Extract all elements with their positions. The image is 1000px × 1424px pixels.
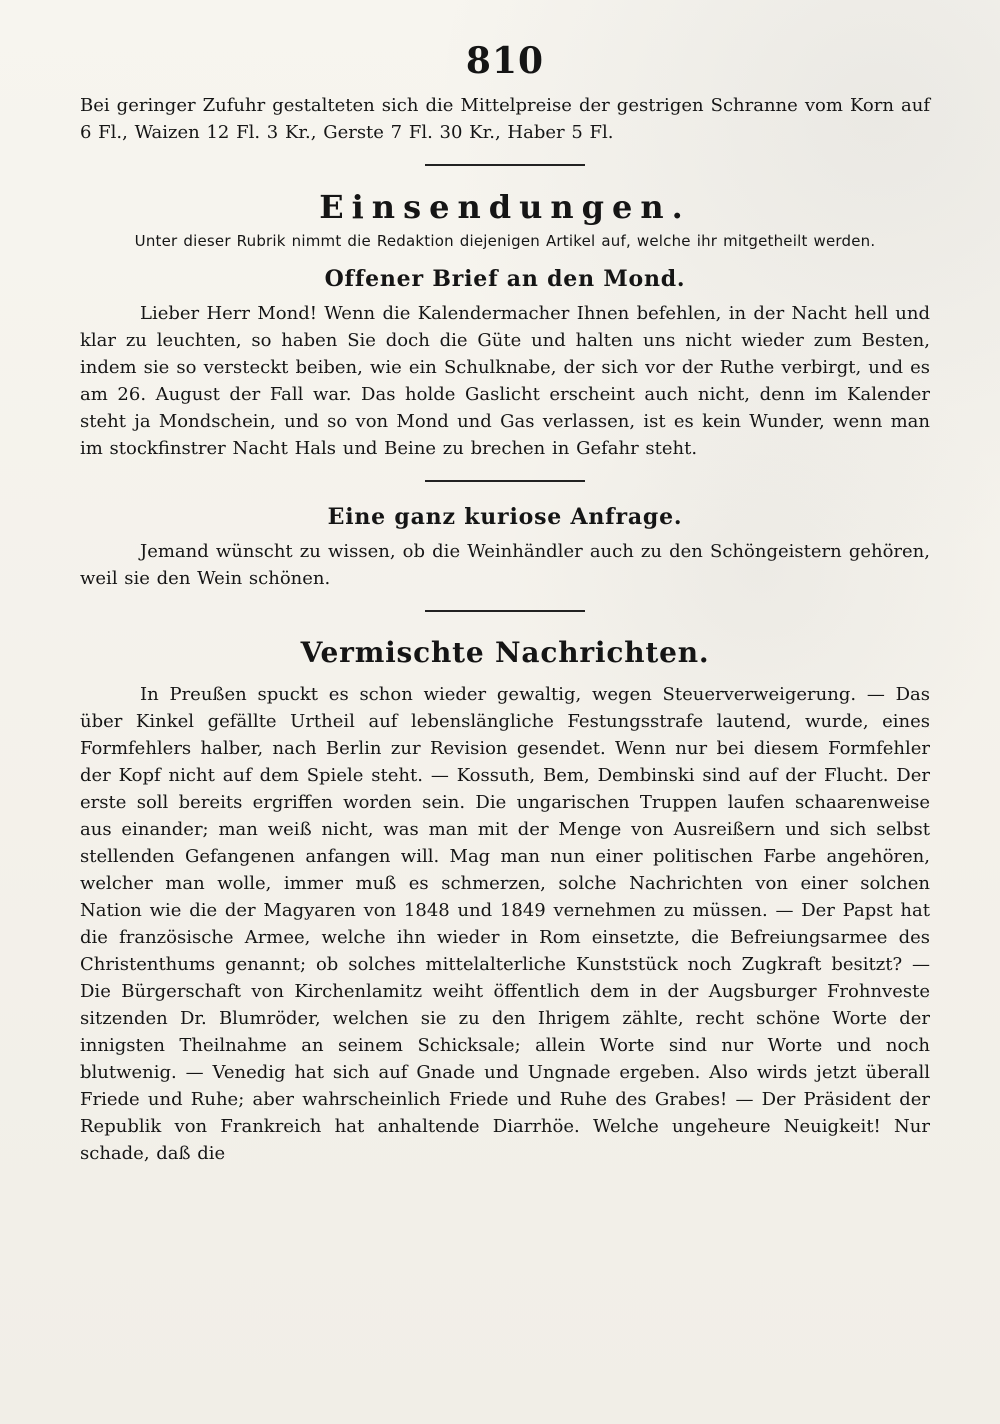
page-content <box>80 40 930 1167</box>
section-note: Unter dieser Rubrik nimmt die Redaktion diejenigen Artikel auf, welche ihr mitgetheilt werden. <box>134 232 876 250</box>
query-body: Jemand wünscht zu wissen, ob die Weinhändler auch zu den Schöngeistern gehören, weil sie den Wein schönen. <box>80 541 930 589</box>
section-divider-top <box>425 164 585 166</box>
section-title-einsendungen: Einsendungen. <box>319 188 691 226</box>
section-divider-lower <box>425 610 585 612</box>
section-divider-middle <box>425 480 585 482</box>
market-report-paragraph: Bei geringer Zufuhr gestalteten sich die Mittelpreise der gestrigen Schranne vom Korn auf 6 Fl., Waizen 12 Fl. 3 Kr., Gerste 7 Fl. 30 Kr., Haber 5 Fl. <box>80 95 930 143</box>
news-title: Vermischte Nachrichten. <box>300 636 710 669</box>
page-number: 810 <box>465 40 545 82</box>
letter-title: Offener Brief an den Mond. <box>324 266 686 292</box>
letter-body: Lieber Herr Mond! Wenn die Kalendermacher Ihnen befehlen, in der Nacht hell und klar zu leuchten, so haben Sie doch die Güte und halten uns nicht wieder zum Besten, indem sie so versteckt beiben, wie ein Schulknabe, der sich vor der Ruthe verbirgt, und es am 26. August der Fall war. Das holde Gaslicht erscheint auch nicht, denn im Kalender steht ja Mondschein, und so von Mond und Gas verlassen, ist es kein Wunder, wenn man im stockfinstrer Nacht Hals und Beine zu brechen in Gefahr steht. <box>80 303 930 459</box>
news-body: In Preußen spuckt es schon wieder gewaltig, wegen Steuerverweigerung. — Das über Kinkel gefällte Urtheil auf lebenslängliche Festungsstrafe lautend, wurde, eines Formfehlers halber, nach Berlin zur Revision gesendet. Wenn nur bei diesem Formfehler der Kopf nicht auf dem Spiele steht. — Kossuth, Bem, Dembinski sind auf der Flucht. Der erste soll bereits ergriffen worden sein. Die ungarischen Truppen laufen schaarenweise aus einander; man weiß nicht, was man mit der Menge von Ausreißern und sich selbst stellenden Gefangenen anfangen will. Mag man nun einer politischen Farbe angehören, welcher man wolle, immer muß es schmerzen, solche Nachrichten von einer solchen Nation wie die der Magyaren von 1848 und 1849 vernehmen zu müssen. — Der Papst hat die französische Armee, welche ihn wieder in Rom einsetzte, die Befreiungsarmee des Christenthums genannt; ob solches mittelalterliche Kunststück noch Zugkraft besitzt? — Die Bürgerschaft von Kirchenlamitz weiht öffentlich dem in der Augsburger Frohnveste sitzenden Dr. Blumröder, welchen sie zu den Ihrigem zählte, recht schöne Worte der innigsten Theilnahme an seinem Schicksale; allein Worte sind nur Worte und noch blutwenig. — Venedig hat sich auf Gnade und Ungnade ergeben. Also wirds jetzt überall Friede und Ruhe; aber wahrscheinlich Friede und Ruhe des Grabes! — Der Präsident der Republik von Frankreich hat anhaltende Diarrhöe. Welche ungeheure Neuigkeit! Nur schade, daß die <box>80 684 930 1164</box>
query-title: Eine ganz kuriose Anfrage. <box>327 504 683 530</box>
